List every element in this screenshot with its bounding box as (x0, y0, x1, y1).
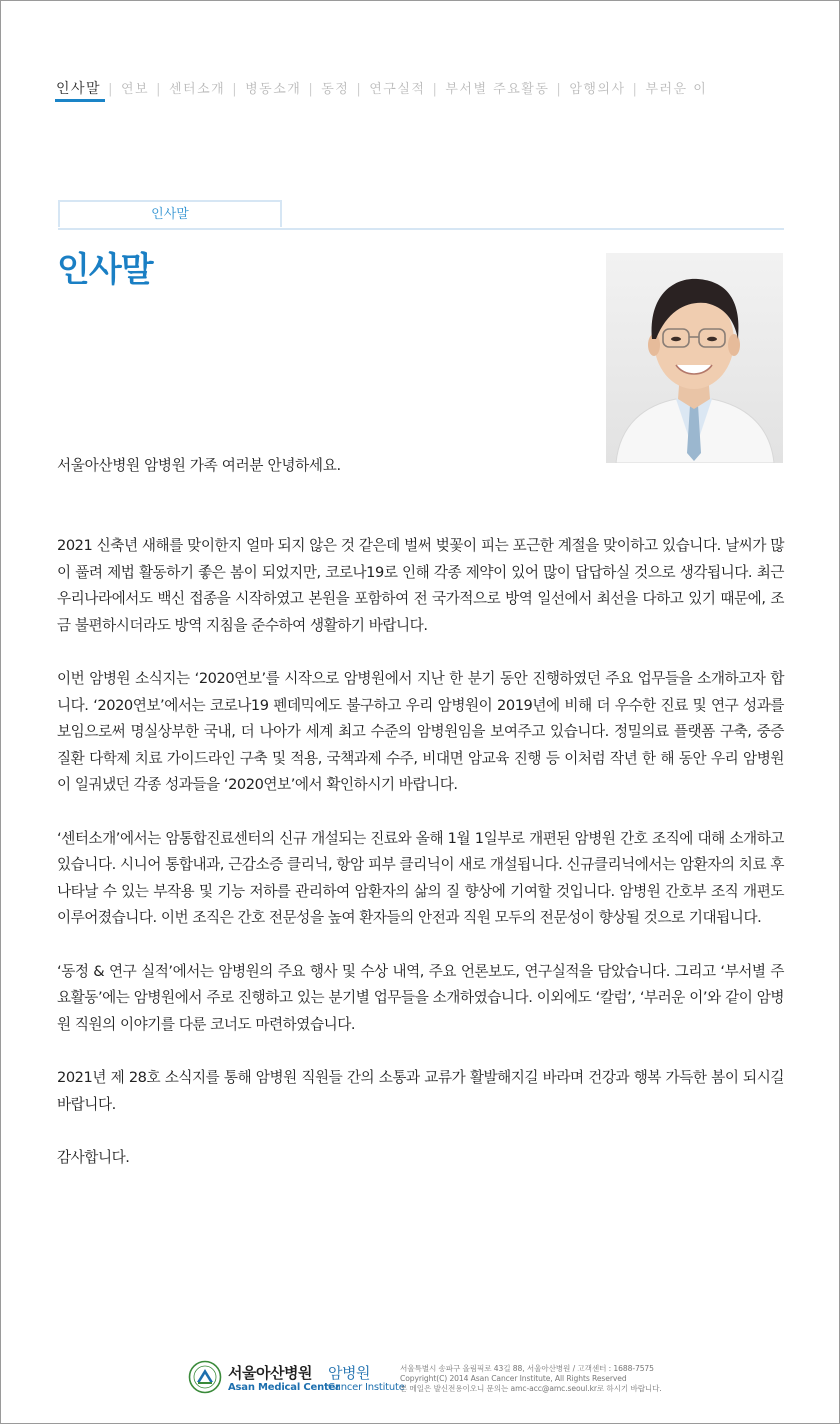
nav-separator: | (108, 82, 114, 97)
logo-english-subname: Cancer Institute (328, 1382, 405, 1393)
breadcrumb-divider (58, 228, 784, 230)
nav-item-secret-doctor[interactable]: 암행의사 (569, 82, 626, 97)
nav-separator: | (556, 82, 563, 97)
letter-paragraph: ‘동정 & 연구 실적’에서는 암병원의 주요 행사 및 수상 내역, 주요 언론보도, 연구실적을 담았습니다. 그리고 ‘부서별 주요활동’에는 암병원에서 주로 진행하고 있는 분기별 업무들을 소개하였습니다. 이외에도 ‘칼럼’, ‘부러운 이’와 같이 암병원 직원의 이야기를 다룬 코너도 마련하였습니다. (57, 962, 784, 1033)
greeting-text: 서울아산병원 암병원 가족 여러분 안녕하세요. (57, 457, 341, 474)
nav-item-annual-report[interactable]: 연보 (120, 82, 150, 97)
nav-separator: | (308, 82, 315, 97)
letter-paragraph: 이번 암병원 소식지는 ‘2020연보’를 시작으로 암병원에서 지난 한 분기 동안 진행하였던 주요 업무들을 소개하고자 합니다. ‘2020연보’에서는 코로나19 펜데믹에도 불구하고 우리 암병원이 2019년에 비해 더 우수한 진료 및 연구 성과를 보임으로써 명실상부한 국내, 더 나아가 세계 최고 수준의 암병원임을 보여주고 있습니다. 정밀의료 플랫폼 구축, 중증 질환 다학제 치료 가이드라인 구축 및 적용, 국책과제 수주, 비대면 암교육 진행 등 이처럼 작년 한 해 동안 우리 암병원이 일궈냈던 각종 성과들을 ‘2020연보’에서 확인하시기 바랍니다. (57, 670, 784, 793)
logo-korean-subname: 암병원 (328, 1364, 370, 1382)
nav-item-greeting[interactable]: 인사말 (56, 81, 102, 97)
footer-contact-note: 본 메일은 발신전용이오니 문의는 amc-acc@amc.seoul.kr로 하시기 바랍니다. (400, 1384, 662, 1393)
letter-paragraph: 2021 신축년 새해를 맞이한지 얼마 되지 않은 것 같은데 벌써 벚꽃이 피는 포근한 계절을 맞이하고 있습니다. 날씨가 많이 풀려 제법 활동하기 좋은 봄이 되었지만, 코로나19로 인해 각종 제약이 있어 많이 답답하실 것으로 생각됩니다. 최근 우리나라에서도 백신 접종을 시작하였고 본원을 포함하여 전 국가적으로 방역 일선에서 최선을 다하고 있기 때문에, 조금 불편하시더라도 방역 지침을 준수하여 생활하기 바랍니다. (57, 537, 784, 634)
top-nav (56, 78, 784, 102)
nav-separator: | (232, 82, 239, 97)
letter-paragraph: ‘센터소개’에서는 암통합진료센터의 신규 개설되는 진료와 올해 1월 1일부로 개편된 암병원 간호 조직에 대해 소개하고 있습니다. 시니어 통합내과, 근감소증 클리닉, 항암 피부 클리닉이 새로 개설됩니다. 신규클리닉에서는 암환자의 치료 후 나타날 수 있는 부작용 및 기능 저하를 관리하여 암환자의 삶의 질 향상에 기여할 것입니다. 암병원 간호부 조직 개편도 이루어졌습니다. 이번 조직은 간호 전문성을 높여 환자들의 안전과 직원 모두의 전문성이 향상될 것으로 기대됩니다. (57, 829, 784, 926)
nav-separator: | (432, 82, 439, 97)
hospital-logo-icon (188, 1360, 222, 1394)
breadcrumb: 인사말 (58, 200, 282, 227)
letter-paragraph: 2021년 제 28호 소식지를 통해 암병원 직원들 간의 소통과 교류가 활발해지길 바라며 건강과 행복 가득한 봄이 되시길 바랍니다. (57, 1069, 784, 1113)
logo-korean-name: 서울아산병원 (228, 1364, 312, 1382)
closing-text: 감사합니다. (57, 1149, 130, 1166)
portrait-photo (606, 253, 783, 463)
page-title: 인사말 (57, 250, 153, 290)
nav-item-center-intro[interactable]: 센터소개 (168, 82, 226, 97)
letter-body (57, 533, 784, 1199)
footer-address: 서울특별시 송파구 올림픽로 43길 88, 서울아산병원 / 고객센터 : 1688-7575 (400, 1364, 654, 1373)
nav-separator: | (156, 82, 162, 97)
footer-info (400, 1364, 662, 1394)
nav-separator: | (356, 82, 363, 97)
nav-item-ward-intro[interactable]: 병동소개 (245, 82, 302, 97)
nav-item-research[interactable]: 연구실적 (369, 82, 426, 97)
nav-item-department-activities[interactable]: 부서별 주요활동 (445, 82, 550, 97)
nav-item-news[interactable]: 동정 (321, 82, 350, 97)
nav-active-underline (55, 99, 105, 102)
logo-english-name: Asan Medical Center (228, 1382, 340, 1393)
nav-separator: | (632, 82, 639, 97)
footer (188, 1358, 662, 1400)
nav-item-envied-one[interactable]: 부러운 이 (645, 82, 708, 97)
footer-copyright: Copyright(C) 2014 Asan Cancer Institute, All Rights Reserved (400, 1374, 627, 1383)
person-icon (606, 253, 783, 463)
